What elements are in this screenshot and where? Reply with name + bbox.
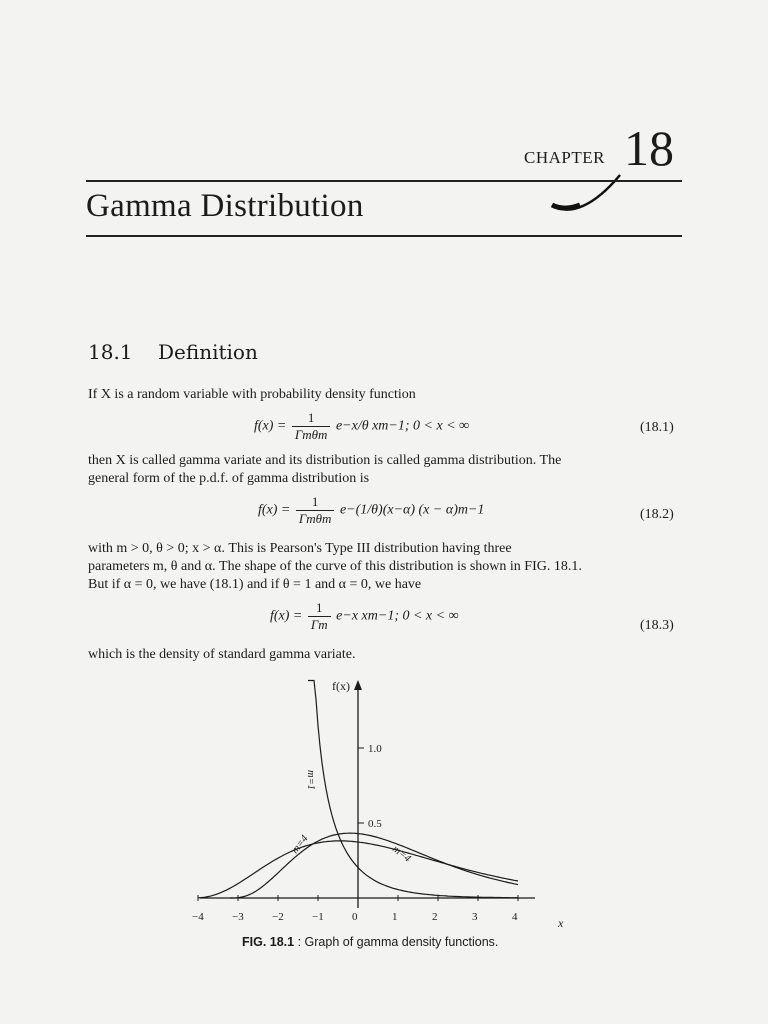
eq2-denominator: Γmθm	[298, 511, 332, 526]
chapter-title: Gamma Distribution	[86, 188, 364, 224]
eq1-tag: (18.1)	[640, 420, 674, 435]
eq2-numerator: 1	[296, 494, 335, 511]
eq1-fraction	[292, 410, 331, 443]
eq3-fraction	[308, 600, 331, 633]
eq2-fraction	[296, 494, 335, 527]
y-axis-label: f(x)	[332, 679, 350, 693]
eq1-denominator: Γmθm	[294, 427, 328, 442]
header-rule-top	[86, 180, 682, 182]
eq2-rest: e−(1/θ)(x−α) (x − α)m−1	[339, 502, 485, 518]
eq2-lhs: f(x) =	[258, 502, 291, 518]
eq2-tag: (18.2)	[640, 507, 674, 522]
eq3-rest: e−x xm−1; 0 < x < ∞	[336, 608, 459, 624]
x-tick-label: 2	[432, 911, 438, 923]
section-title: Definition	[158, 340, 258, 364]
chapter-number: 18	[624, 120, 674, 176]
y-tick-label: 1.0	[368, 743, 382, 755]
x-tick-label: 0	[352, 911, 358, 923]
series-label: m=4	[390, 843, 413, 865]
series-label: m=1	[305, 770, 316, 790]
eq1-rest: e−x/θ xm−1; 0 < x < ∞	[335, 418, 470, 434]
eq3-denominator: Γm	[310, 617, 328, 632]
equation-18-1	[254, 410, 469, 443]
x-tick-label: 4	[512, 911, 518, 923]
paragraph-4: which is the density of standard gamma variate.	[88, 647, 356, 662]
x-axis-label: x	[558, 916, 564, 930]
series-line-2	[230, 833, 518, 898]
eq3-tag: (18.3)	[640, 618, 674, 633]
paragraph-1: If X is a random variable with probability density function	[88, 387, 416, 402]
x-tick-label: −1	[312, 911, 324, 923]
x-tick-label: −3	[232, 911, 244, 923]
figure-caption	[242, 935, 498, 949]
header-rule-bottom	[86, 235, 682, 237]
paragraph-2a: then X is called gamma variate and its distribution is called gamma distribution. The	[88, 453, 562, 468]
caption-text: : Graph of gamma density functions.	[294, 935, 499, 949]
series-line-1	[308, 681, 518, 898]
series-label: m=4	[289, 833, 311, 856]
eq1-lhs: f(x) =	[254, 418, 287, 434]
equation-18-2	[258, 494, 484, 527]
eq3-numerator: 1	[308, 600, 331, 617]
paragraph-3a: with m > 0, θ > 0; x > α. This is Pearson's Type III distribution having three	[88, 541, 512, 556]
paragraph-3c: But if α = 0, we have (18.1) and if θ = 1 and α = 0, we have	[88, 577, 422, 592]
caption-label: FIG. 18.1	[242, 935, 295, 949]
x-tick-label: 3	[472, 911, 478, 923]
y-axis-arrow	[354, 680, 362, 690]
paragraph-2b: general form of the p.d.f. of gamma distribution is	[88, 471, 370, 486]
section-number: 18.1	[88, 340, 133, 364]
gamma-density-chart	[190, 670, 580, 932]
pen-mark	[550, 165, 630, 215]
x-tick-label: −2	[272, 911, 284, 923]
x-tick-label: 1	[392, 911, 398, 923]
x-tick-label: −4	[192, 911, 204, 923]
eq1-numerator: 1	[292, 410, 331, 427]
y-tick-label: 0.5	[368, 818, 382, 830]
equation-18-3	[270, 600, 459, 633]
paragraph-3b: parameters m, θ and α. The shape of the curve of this distribution is shown in FIG. 18.1.	[88, 559, 582, 574]
eq3-lhs: f(x) =	[270, 608, 303, 624]
chapter-label: CHAPTER	[524, 148, 605, 167]
